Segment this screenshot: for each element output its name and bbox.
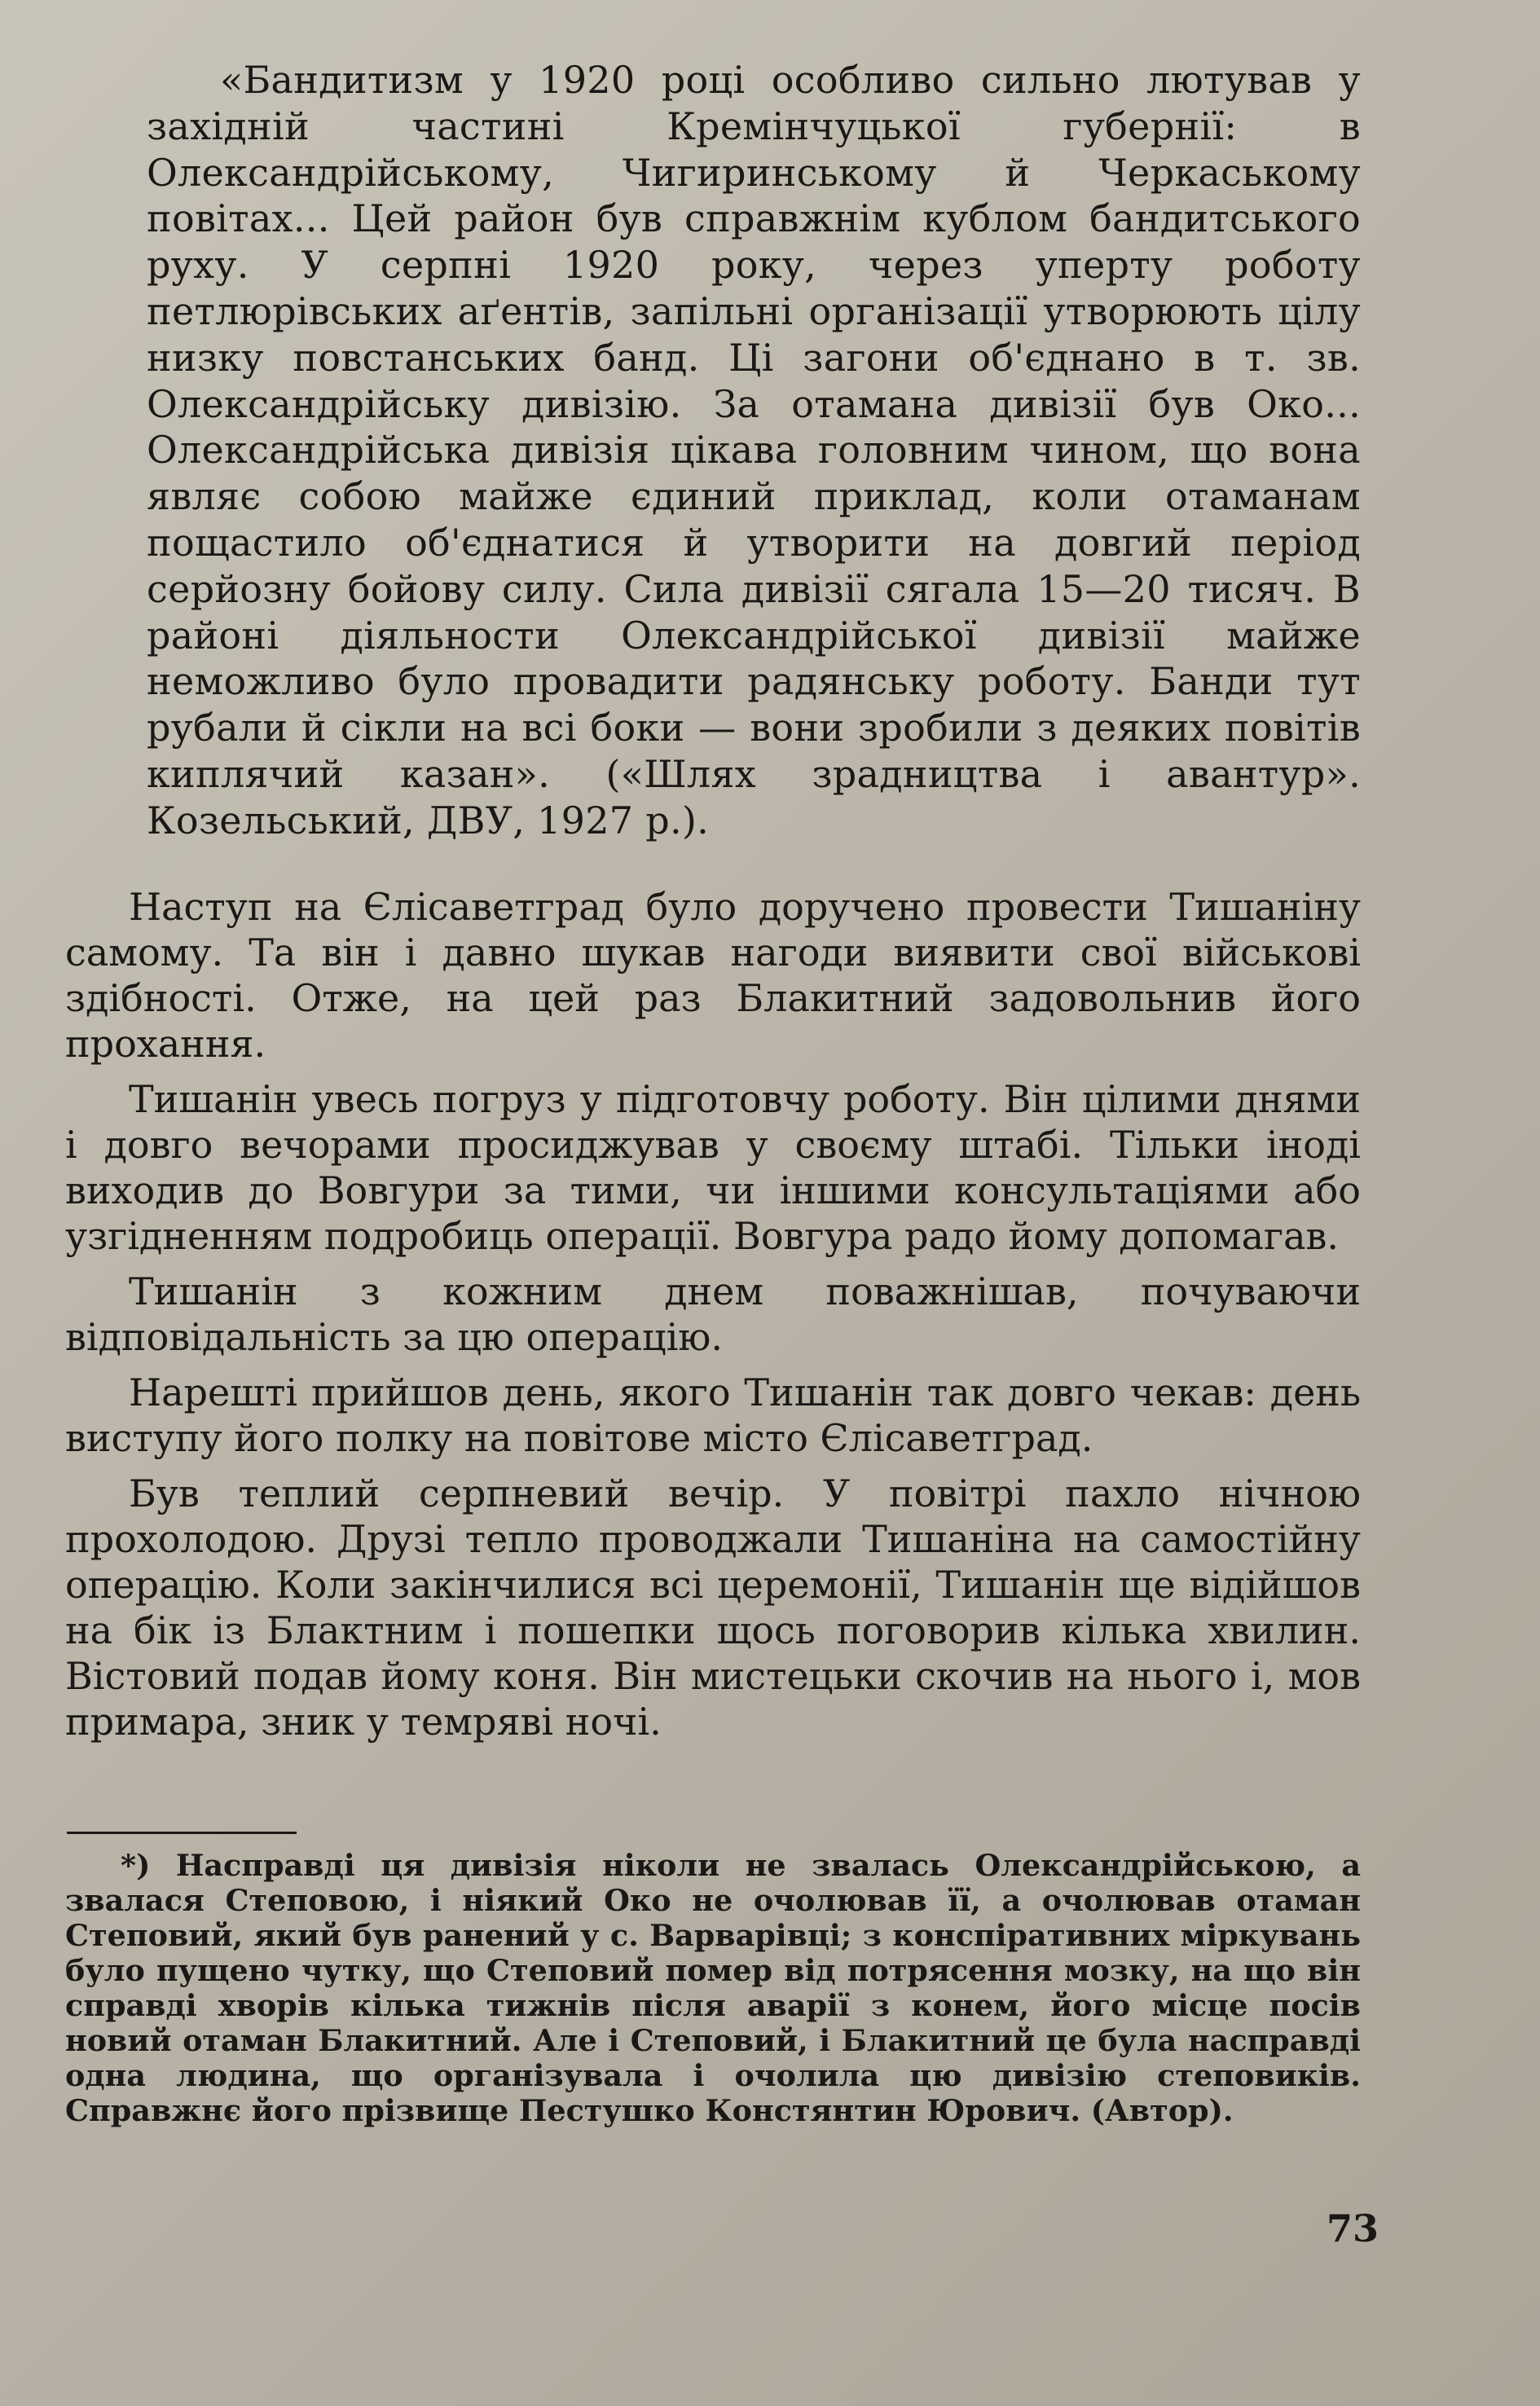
paragraph-4: Нарешті прийшов день, якого Тишанін так довго чекав: день виступу його полку на повітове місто Єлісаветград. xyxy=(65,1370,1361,1460)
paragraph-5: Був теплий серпневий вечір. У повітрі пахло нічною прохолодою. Друзі тепло проводжали Тишаніна на самостійну операцію. Коли закінчилися всі церемонії, Тишанін ще відійшов на бік із Блактним і пошепки щось поговорив кілька хвилин. Вістовий подав йому коня. Він мистецьки скочив на нього і, мов примара, зник у темряві ночі. xyxy=(65,1471,1361,1744)
quote-paragraph: «Бандитизм у 1920 році особливо сильно лютував у західній частині Кремінчуцької губернії: в Олександрійському, Чигиринському й Черкаському повітах... Цей район був справжнім кублом бандитського руху. У серпні 1920 року, через уперту роботу петлюрівських аґентів, запільні організації утворюють цілу низку повстанських банд. Ці загони об'єднано в т. зв. Олександрійську дивізію. За отамана дивізії був Око... Олександрійська дивізія цікава головним чином, що вона являє собою майже єдиний приклад, коли отаманам пощастило об'єднатися й утворити на довгий період серйозну бойову силу. Сила дивізії сягала 15—20 тисяч. В районі діяльности Олександрійської дивізії майже неможливо було провадити радянську роботу. Банди тут рубали й сікли на всі боки — вони зробили з деяких повітів киплячий казан». («Шлях зрадництва і авантур». Козельський, ДВУ, 1927 р.). xyxy=(147,58,1361,842)
paragraph-1: Наступ на Єлісаветград було доручено провести Тишаніну самому. Та він і давно шукав нагоди виявити свої військові здібності. Отже, на цей раз Блакитний задовольнив його прохання. xyxy=(65,885,1361,1066)
paragraph-3: Тишанін з кожним днем поважнішав, почуваючи відповідальність за цю операцію. xyxy=(65,1269,1361,1359)
paragraph-2: Тишанін увесь погруз у підготовчу роботу. Він цілими днями і довго вечорами просиджував у своєму штабі. Тільки іноді виходив до Вовгури за тими, чи іншими консультаціями або узгідненням подробиць операції. Вовгура радо йому допомагав. xyxy=(65,1077,1361,1258)
page-number: 73 xyxy=(1326,2206,1379,2250)
footnote-text: *) Насправді ця дивізія ніколи не звалась Олександрійською, а звалася Степовою, і ніякий Око не очолював її, а очолював отаман Степовий, який був ранений у с. Варварівці; з конспіративних міркувань було пущено чутку, що Степовий помер від потрясення мозку, на що він справді хворів кілька тижнів після аварії з конем, його місце посів новий отаман Блакитний. Але і Степовий, і Блакитний це була насправді одна людина, що організувала і очолила цю дивізію степовиків. Справжнє його прізвище Пестушко Констянтин Юрович. (Автор). xyxy=(65,1848,1361,2128)
footnote-divider xyxy=(67,1832,297,1834)
footnote xyxy=(65,1848,1361,2128)
quoted-passage xyxy=(147,57,1361,844)
main-text xyxy=(65,884,1361,1754)
